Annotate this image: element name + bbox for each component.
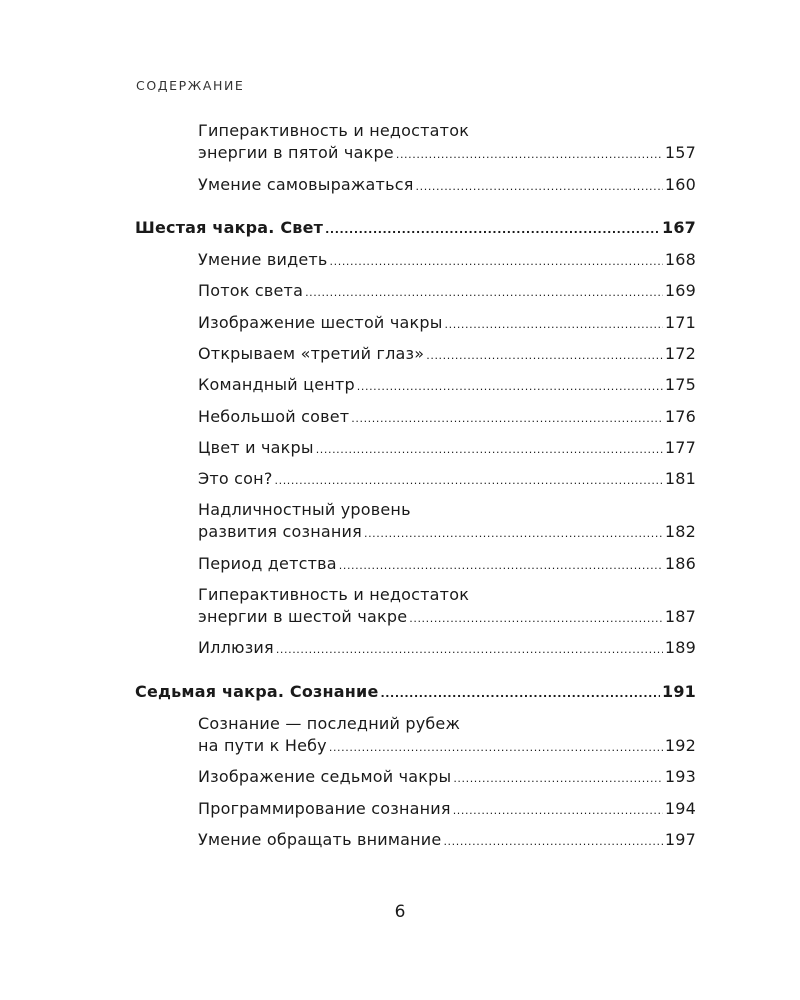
toc-entry-title: Цвет и чакры <box>198 438 314 457</box>
toc-entry <box>198 584 696 630</box>
toc-entry <box>198 829 696 853</box>
toc-entry-page: 181 <box>664 469 696 488</box>
dot-leader <box>453 800 663 822</box>
toc-entry-title: Открываем «третий глаз» <box>198 344 425 363</box>
toc-entry-page: 171 <box>664 313 696 332</box>
toc-entry-title: Умение видеть <box>198 250 328 269</box>
toc-entry <box>198 343 696 367</box>
toc-entry-page: 192 <box>664 736 696 755</box>
dot-leader <box>330 251 663 273</box>
dot-leader <box>325 219 660 241</box>
toc-entry-title: развития сознания <box>198 522 362 541</box>
toc-entry-page: 169 <box>664 281 696 300</box>
toc-entry-title-line1: Сознание — последний рубеж <box>198 714 461 733</box>
toc-entry-title: энергии в шестой чакре <box>198 607 408 626</box>
toc-entry-title: Умение обращать внимание <box>198 830 442 849</box>
toc-entry <box>198 798 696 822</box>
toc-entry <box>198 468 696 492</box>
toc-entry-title-line1: Надличностный уровень <box>198 500 411 519</box>
toc-section-title: Шестая чакра. Свет <box>135 218 324 237</box>
page-number: 6 <box>394 902 406 922</box>
toc-entry <box>198 280 696 304</box>
toc-entry-page: 193 <box>664 767 696 786</box>
toc-entry <box>198 766 696 790</box>
toc-entry-page: 172 <box>664 344 696 363</box>
toc-entry-page: 189 <box>664 638 696 657</box>
toc-entry-title: Период детства <box>198 554 337 573</box>
toc-entry <box>198 374 696 398</box>
dot-leader <box>381 683 661 705</box>
dot-leader <box>276 639 663 661</box>
dot-leader <box>416 176 663 198</box>
dot-leader <box>275 470 663 492</box>
running-header: СОДЕРЖАНИЕ <box>136 78 245 93</box>
toc-section-entry <box>135 681 696 705</box>
dot-leader <box>316 439 663 461</box>
toc-entry-page: 176 <box>664 407 696 426</box>
toc-entry-title: Небольшой совет <box>198 407 350 426</box>
toc-entry <box>198 499 696 545</box>
toc-entry-page: 194 <box>664 799 696 818</box>
dot-leader <box>339 555 663 577</box>
toc-entry <box>198 249 696 273</box>
toc-section-title: Седьмая чакра. Сознание <box>135 682 379 701</box>
toc-entry-page: 157 <box>664 143 696 162</box>
toc-entry <box>198 553 696 577</box>
dot-leader <box>396 144 663 166</box>
toc-entry-page: 160 <box>664 175 696 194</box>
toc-entry-page: 182 <box>664 522 696 541</box>
toc-entry-page: 186 <box>664 554 696 573</box>
toc-entry-title: Поток света <box>198 281 304 300</box>
toc-entry-page: 177 <box>664 438 696 457</box>
toc-entry-title: Это сон? <box>198 469 273 488</box>
toc-entry-title-line1: Гиперактивность и недостаток <box>198 585 470 604</box>
toc-section-entry <box>135 217 696 241</box>
toc-entry-title: Программирование сознания <box>198 799 451 818</box>
dot-leader <box>305 282 663 304</box>
toc-entry <box>198 713 696 759</box>
dot-leader <box>445 314 663 336</box>
toc-section-page: 167 <box>662 218 696 237</box>
toc-entry <box>198 120 696 166</box>
toc-entry-page: 187 <box>664 607 696 626</box>
toc-entry <box>198 406 696 430</box>
dot-leader <box>357 376 663 398</box>
toc-entry-title: на пути к Небу <box>198 736 327 755</box>
toc-entry-page: 168 <box>664 250 696 269</box>
toc-entry-title: Иллюзия <box>198 638 274 657</box>
toc-entry <box>198 312 696 336</box>
toc-entry <box>198 637 696 661</box>
dot-leader <box>443 831 662 853</box>
dot-leader <box>453 768 663 790</box>
toc-entry-page: 175 <box>664 375 696 394</box>
dot-leader <box>364 523 663 545</box>
dot-leader <box>426 345 663 367</box>
toc-entry-page: 197 <box>664 830 696 849</box>
toc-entry-title: Изображение седьмой чакры <box>198 767 452 786</box>
toc-entry-title: энергии в пятой чакре <box>198 143 394 162</box>
toc-entry <box>198 174 696 198</box>
toc-section-page: 191 <box>662 682 696 701</box>
toc-entry-title: Командный центр <box>198 375 355 394</box>
toc-entry-title: Изображение шестой чакры <box>198 313 443 332</box>
dot-leader <box>329 737 663 759</box>
dot-leader <box>351 408 663 430</box>
dot-leader <box>409 608 663 630</box>
toc-entry-title: Умение самовыражаться <box>198 175 414 194</box>
toc-entry-title-line1: Гиперактивность и недостаток <box>198 121 470 140</box>
toc-entry <box>198 437 696 461</box>
